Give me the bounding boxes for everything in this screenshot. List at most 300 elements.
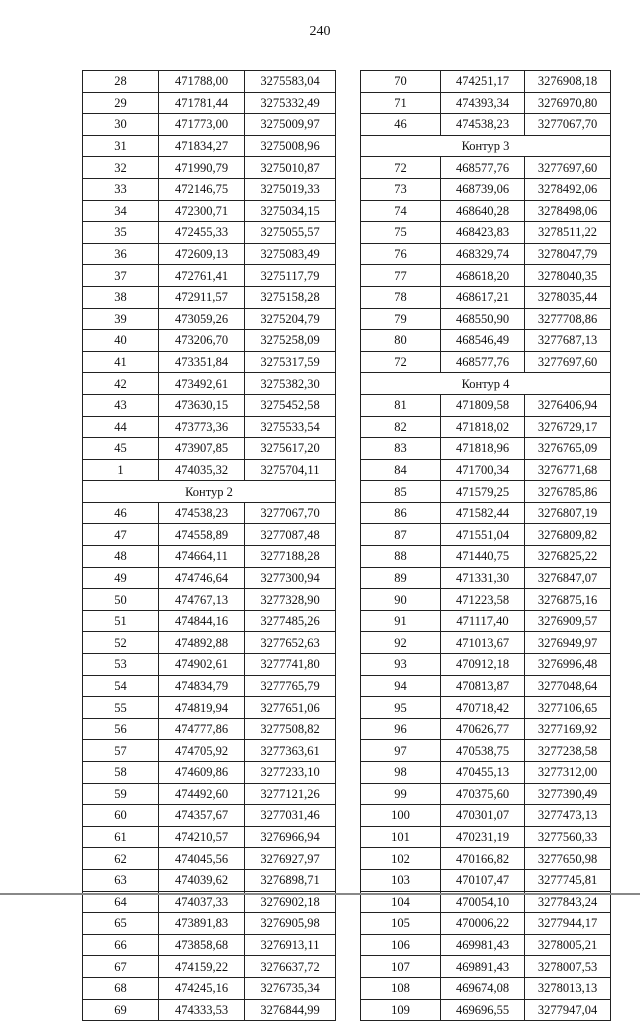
x-coordinate-cell: 474492,60 — [159, 783, 245, 805]
y-coordinate-cell: 3275008,96 — [245, 135, 336, 157]
x-coordinate-cell: 469981,43 — [441, 934, 525, 956]
table-row — [83, 394, 336, 416]
table-row — [361, 178, 611, 200]
point-number-cell: 65 — [83, 913, 159, 935]
x-coordinate-cell: 474045,56 — [159, 848, 245, 870]
table-row — [83, 114, 336, 136]
y-coordinate-cell: 3276909,57 — [525, 610, 611, 632]
y-coordinate-cell: 3276809,82 — [525, 524, 611, 546]
table-row — [361, 805, 611, 827]
y-coordinate-cell: 3276970,80 — [525, 92, 611, 114]
point-number-cell: 43 — [83, 394, 159, 416]
y-coordinate-cell: 3275704,11 — [245, 459, 336, 481]
point-number-cell: 47 — [83, 524, 159, 546]
point-number-cell: 67 — [83, 956, 159, 978]
y-coordinate-cell: 3277087,48 — [245, 524, 336, 546]
y-coordinate-cell: 3276637,72 — [245, 956, 336, 978]
x-coordinate-cell: 472455,33 — [159, 222, 245, 244]
point-number-cell: 83 — [361, 438, 441, 460]
point-number-cell: 86 — [361, 502, 441, 524]
table-row — [83, 848, 336, 870]
point-number-cell: 1 — [83, 459, 159, 481]
point-number-cell: 39 — [83, 308, 159, 330]
y-coordinate-cell: 3275258,09 — [245, 330, 336, 352]
section-title: Контур 3 — [361, 135, 611, 157]
point-number-cell: 49 — [83, 567, 159, 589]
section-header-row — [83, 481, 336, 503]
table-row — [83, 178, 336, 200]
table-row — [83, 934, 336, 956]
point-number-cell: 46 — [83, 502, 159, 524]
table-row — [361, 157, 611, 179]
table-row — [361, 286, 611, 308]
table-row — [83, 762, 336, 784]
table-row — [83, 157, 336, 179]
x-coordinate-cell: 472911,57 — [159, 286, 245, 308]
point-number-cell: 105 — [361, 913, 441, 935]
point-number-cell: 79 — [361, 308, 441, 330]
x-coordinate-cell: 472300,71 — [159, 200, 245, 222]
x-coordinate-cell: 473206,70 — [159, 330, 245, 352]
table-row — [83, 416, 336, 438]
table-row — [361, 675, 611, 697]
x-coordinate-cell: 471013,67 — [441, 632, 525, 654]
point-number-cell: 28 — [83, 71, 159, 93]
y-coordinate-cell: 3277031,46 — [245, 805, 336, 827]
x-coordinate-cell: 474834,79 — [159, 675, 245, 697]
x-coordinate-cell: 474393,34 — [441, 92, 525, 114]
point-number-cell: 106 — [361, 934, 441, 956]
table-row — [361, 610, 611, 632]
point-number-cell: 36 — [83, 243, 159, 265]
y-coordinate-cell: 3276847,07 — [525, 567, 611, 589]
y-coordinate-cell: 3278492,06 — [525, 178, 611, 200]
y-coordinate-cell: 3275317,59 — [245, 351, 336, 373]
y-coordinate-cell: 3277687,13 — [525, 330, 611, 352]
table-row — [361, 459, 611, 481]
y-coordinate-cell: 3276825,22 — [525, 546, 611, 568]
x-coordinate-cell: 474777,86 — [159, 718, 245, 740]
table-row — [83, 567, 336, 589]
point-number-cell: 41 — [83, 351, 159, 373]
point-number-cell: 30 — [83, 114, 159, 136]
table-row — [361, 265, 611, 287]
point-number-cell: 40 — [83, 330, 159, 352]
y-coordinate-cell: 3277312,00 — [525, 762, 611, 784]
x-coordinate-cell: 474035,32 — [159, 459, 245, 481]
y-coordinate-cell: 3276844,99 — [245, 999, 336, 1021]
table-row — [83, 869, 336, 891]
y-coordinate-cell: 3277745,81 — [525, 869, 611, 891]
table-row — [83, 999, 336, 1021]
table-row — [83, 783, 336, 805]
point-number-cell: 64 — [83, 891, 159, 913]
section-title: Контур 2 — [83, 481, 336, 503]
point-number-cell: 76 — [361, 243, 441, 265]
point-number-cell: 60 — [83, 805, 159, 827]
point-number-cell: 63 — [83, 869, 159, 891]
table-row — [83, 502, 336, 524]
x-coordinate-cell: 471773,00 — [159, 114, 245, 136]
y-coordinate-cell: 3276406,94 — [525, 394, 611, 416]
y-coordinate-cell: 3276807,19 — [525, 502, 611, 524]
x-coordinate-cell: 474333,53 — [159, 999, 245, 1021]
y-coordinate-cell: 3277188,28 — [245, 546, 336, 568]
table-row — [83, 373, 336, 395]
point-number-cell: 74 — [361, 200, 441, 222]
y-coordinate-cell: 3277944,17 — [525, 913, 611, 935]
table-row — [361, 416, 611, 438]
table-row — [361, 718, 611, 740]
x-coordinate-cell: 474902,61 — [159, 654, 245, 676]
table-row — [361, 826, 611, 848]
y-coordinate-cell: 3276927,97 — [245, 848, 336, 870]
table-row — [361, 999, 611, 1021]
y-coordinate-cell: 3276913,11 — [245, 934, 336, 956]
point-number-cell: 70 — [361, 71, 441, 93]
table-row — [83, 718, 336, 740]
point-number-cell: 90 — [361, 589, 441, 611]
point-number-cell: 61 — [83, 826, 159, 848]
y-coordinate-cell: 3275533,54 — [245, 416, 336, 438]
y-coordinate-cell: 3276771,68 — [525, 459, 611, 481]
point-number-cell: 103 — [361, 869, 441, 891]
table-row — [361, 114, 611, 136]
table-row — [361, 71, 611, 93]
y-coordinate-cell: 3275583,04 — [245, 71, 336, 93]
point-number-cell: 38 — [83, 286, 159, 308]
point-number-cell: 42 — [83, 373, 159, 395]
point-number-cell: 91 — [361, 610, 441, 632]
x-coordinate-cell: 471582,44 — [441, 502, 525, 524]
table-row — [83, 654, 336, 676]
y-coordinate-cell: 3277169,92 — [525, 718, 611, 740]
section-title: Контур 4 — [361, 373, 611, 395]
y-coordinate-cell: 3276875,16 — [525, 589, 611, 611]
table-row — [83, 71, 336, 93]
y-coordinate-cell: 3275019,33 — [245, 178, 336, 200]
y-coordinate-cell: 3275204,79 — [245, 308, 336, 330]
y-coordinate-cell: 3276898,71 — [245, 869, 336, 891]
point-number-cell: 101 — [361, 826, 441, 848]
table-row — [361, 394, 611, 416]
x-coordinate-cell: 470006,22 — [441, 913, 525, 935]
table-row — [361, 502, 611, 524]
page-number: 240 — [309, 24, 331, 39]
y-coordinate-cell: 3277560,33 — [525, 826, 611, 848]
x-coordinate-cell: 470718,42 — [441, 697, 525, 719]
x-coordinate-cell: 474609,86 — [159, 762, 245, 784]
y-coordinate-cell: 3278040,35 — [525, 265, 611, 287]
coordinates-table-left — [82, 70, 336, 1021]
y-coordinate-cell: 3276785,86 — [525, 481, 611, 503]
x-coordinate-cell: 470538,75 — [441, 740, 525, 762]
x-coordinate-cell: 474251,17 — [441, 71, 525, 93]
y-coordinate-cell: 3277121,26 — [245, 783, 336, 805]
table-row — [83, 200, 336, 222]
x-coordinate-cell: 471551,04 — [441, 524, 525, 546]
point-number-cell: 56 — [83, 718, 159, 740]
x-coordinate-cell: 468739,06 — [441, 178, 525, 200]
table-row — [83, 632, 336, 654]
y-coordinate-cell: 3278047,79 — [525, 243, 611, 265]
y-coordinate-cell: 3277697,60 — [525, 157, 611, 179]
y-coordinate-cell: 3277650,98 — [525, 848, 611, 870]
table-row — [361, 330, 611, 352]
table-row — [361, 589, 611, 611]
x-coordinate-cell: 474705,92 — [159, 740, 245, 762]
x-coordinate-cell: 468640,28 — [441, 200, 525, 222]
point-number-cell: 66 — [83, 934, 159, 956]
x-coordinate-cell: 474819,94 — [159, 697, 245, 719]
x-coordinate-cell: 474746,64 — [159, 567, 245, 589]
y-coordinate-cell: 3277390,49 — [525, 783, 611, 805]
y-coordinate-cell: 3276765,09 — [525, 438, 611, 460]
table-row — [83, 438, 336, 460]
y-coordinate-cell: 3278498,06 — [525, 200, 611, 222]
table-row — [83, 977, 336, 999]
y-coordinate-cell: 3277485,26 — [245, 610, 336, 632]
y-coordinate-cell: 3275055,57 — [245, 222, 336, 244]
point-number-cell: 35 — [83, 222, 159, 244]
table-row — [361, 783, 611, 805]
table-row — [361, 869, 611, 891]
point-number-cell: 54 — [83, 675, 159, 697]
x-coordinate-cell: 470813,87 — [441, 675, 525, 697]
x-coordinate-cell: 473907,85 — [159, 438, 245, 460]
y-coordinate-cell: 3275158,28 — [245, 286, 336, 308]
point-number-cell: 51 — [83, 610, 159, 632]
point-number-cell: 77 — [361, 265, 441, 287]
x-coordinate-cell: 473630,15 — [159, 394, 245, 416]
x-coordinate-cell: 470107,47 — [441, 869, 525, 891]
y-coordinate-cell: 3276996,48 — [525, 654, 611, 676]
table-row — [83, 546, 336, 568]
point-number-cell: 45 — [83, 438, 159, 460]
point-number-cell: 99 — [361, 783, 441, 805]
table-row — [361, 438, 611, 460]
x-coordinate-cell: 471331,30 — [441, 567, 525, 589]
y-coordinate-cell: 3278005,21 — [525, 934, 611, 956]
point-number-cell: 92 — [361, 632, 441, 654]
y-coordinate-cell: 3276729,17 — [525, 416, 611, 438]
y-coordinate-cell: 3276902,18 — [245, 891, 336, 913]
x-coordinate-cell: 470455,13 — [441, 762, 525, 784]
x-coordinate-cell: 470054,10 — [441, 891, 525, 913]
table-body-left — [83, 71, 336, 1021]
table-row — [361, 524, 611, 546]
y-coordinate-cell: 3278013,13 — [525, 977, 611, 999]
table-row — [83, 351, 336, 373]
x-coordinate-cell: 471117,40 — [441, 610, 525, 632]
y-coordinate-cell: 3275009,97 — [245, 114, 336, 136]
y-coordinate-cell: 3275034,15 — [245, 200, 336, 222]
y-coordinate-cell: 3277473,13 — [525, 805, 611, 827]
point-number-cell: 85 — [361, 481, 441, 503]
x-coordinate-cell: 470231,19 — [441, 826, 525, 848]
y-coordinate-cell: 3275010,87 — [245, 157, 336, 179]
point-number-cell: 71 — [361, 92, 441, 114]
point-number-cell: 33 — [83, 178, 159, 200]
coordinates-table-right — [360, 70, 611, 1021]
point-number-cell: 107 — [361, 956, 441, 978]
point-number-cell: 55 — [83, 697, 159, 719]
point-number-cell: 62 — [83, 848, 159, 870]
x-coordinate-cell: 472609,13 — [159, 243, 245, 265]
y-coordinate-cell: 3275617,20 — [245, 438, 336, 460]
x-coordinate-cell: 471809,58 — [441, 394, 525, 416]
y-coordinate-cell: 3275382,30 — [245, 373, 336, 395]
point-number-cell: 93 — [361, 654, 441, 676]
x-coordinate-cell: 471579,25 — [441, 481, 525, 503]
y-coordinate-cell: 3278007,53 — [525, 956, 611, 978]
section-header-row — [361, 135, 611, 157]
point-number-cell: 32 — [83, 157, 159, 179]
x-coordinate-cell: 474037,33 — [159, 891, 245, 913]
x-coordinate-cell: 470375,60 — [441, 783, 525, 805]
table-row — [361, 546, 611, 568]
table-row — [83, 675, 336, 697]
y-coordinate-cell: 3278035,44 — [525, 286, 611, 308]
x-coordinate-cell: 474558,89 — [159, 524, 245, 546]
y-coordinate-cell: 3277697,60 — [525, 351, 611, 373]
x-coordinate-cell: 468618,20 — [441, 265, 525, 287]
table-row — [83, 459, 336, 481]
table-row — [361, 762, 611, 784]
section-header-row — [361, 373, 611, 395]
table-row — [83, 135, 336, 157]
x-coordinate-cell: 468546,49 — [441, 330, 525, 352]
y-coordinate-cell: 3275452,58 — [245, 394, 336, 416]
x-coordinate-cell: 470912,18 — [441, 654, 525, 676]
y-coordinate-cell: 3277765,79 — [245, 675, 336, 697]
y-coordinate-cell: 3277300,94 — [245, 567, 336, 589]
y-coordinate-cell: 3275083,49 — [245, 243, 336, 265]
x-coordinate-cell: 474538,23 — [441, 114, 525, 136]
y-coordinate-cell: 3276735,34 — [245, 977, 336, 999]
y-coordinate-cell: 3277238,58 — [525, 740, 611, 762]
x-coordinate-cell: 472146,75 — [159, 178, 245, 200]
point-number-cell: 104 — [361, 891, 441, 913]
x-coordinate-cell: 474039,62 — [159, 869, 245, 891]
x-coordinate-cell: 473891,83 — [159, 913, 245, 935]
x-coordinate-cell: 468577,76 — [441, 351, 525, 373]
x-coordinate-cell: 468423,83 — [441, 222, 525, 244]
table-row — [361, 740, 611, 762]
bottom-edge-line — [0, 893, 640, 895]
point-number-cell: 80 — [361, 330, 441, 352]
y-coordinate-cell: 3275332,49 — [245, 92, 336, 114]
point-number-cell: 69 — [83, 999, 159, 1021]
point-number-cell: 84 — [361, 459, 441, 481]
table-row — [83, 740, 336, 762]
x-coordinate-cell: 474664,11 — [159, 546, 245, 568]
y-coordinate-cell: 3277328,90 — [245, 589, 336, 611]
point-number-cell: 88 — [361, 546, 441, 568]
y-coordinate-cell: 3276908,18 — [525, 71, 611, 93]
x-coordinate-cell: 469696,55 — [441, 999, 525, 1021]
table-row — [83, 826, 336, 848]
x-coordinate-cell: 473059,26 — [159, 308, 245, 330]
table-row — [83, 330, 336, 352]
point-number-cell: 82 — [361, 416, 441, 438]
point-number-cell: 98 — [361, 762, 441, 784]
y-coordinate-cell: 3277843,24 — [525, 891, 611, 913]
x-coordinate-cell: 474844,16 — [159, 610, 245, 632]
y-coordinate-cell: 3277363,61 — [245, 740, 336, 762]
x-coordinate-cell: 471818,96 — [441, 438, 525, 460]
x-coordinate-cell: 471788,00 — [159, 71, 245, 93]
y-coordinate-cell: 3277708,86 — [525, 308, 611, 330]
point-number-cell: 109 — [361, 999, 441, 1021]
x-coordinate-cell: 471818,02 — [441, 416, 525, 438]
y-coordinate-cell: 3277508,82 — [245, 718, 336, 740]
x-coordinate-cell: 469891,43 — [441, 956, 525, 978]
table-row — [83, 589, 336, 611]
x-coordinate-cell: 474159,22 — [159, 956, 245, 978]
table-row — [361, 848, 611, 870]
y-coordinate-cell: 3276966,94 — [245, 826, 336, 848]
x-coordinate-cell: 468577,76 — [441, 157, 525, 179]
y-coordinate-cell: 3276905,98 — [245, 913, 336, 935]
table-row — [83, 243, 336, 265]
point-number-cell: 72 — [361, 351, 441, 373]
point-number-cell: 102 — [361, 848, 441, 870]
table-row — [83, 308, 336, 330]
table-row — [83, 92, 336, 114]
y-coordinate-cell: 3275117,79 — [245, 265, 336, 287]
point-number-cell: 68 — [83, 977, 159, 999]
table-row — [83, 956, 336, 978]
table-row — [83, 697, 336, 719]
table-row — [83, 265, 336, 287]
y-coordinate-cell: 3277651,06 — [245, 697, 336, 719]
table-row — [83, 610, 336, 632]
y-coordinate-cell: 3277067,70 — [525, 114, 611, 136]
point-number-cell: 57 — [83, 740, 159, 762]
point-number-cell: 46 — [361, 114, 441, 136]
x-coordinate-cell: 473773,36 — [159, 416, 245, 438]
table-row — [361, 200, 611, 222]
point-number-cell: 29 — [83, 92, 159, 114]
x-coordinate-cell: 471834,27 — [159, 135, 245, 157]
point-number-cell: 44 — [83, 416, 159, 438]
x-coordinate-cell: 471990,79 — [159, 157, 245, 179]
point-number-cell: 34 — [83, 200, 159, 222]
x-coordinate-cell: 474892,88 — [159, 632, 245, 654]
x-coordinate-cell: 474767,13 — [159, 589, 245, 611]
y-coordinate-cell: 3277048,64 — [525, 675, 611, 697]
y-coordinate-cell: 3277652,63 — [245, 632, 336, 654]
point-number-cell: 73 — [361, 178, 441, 200]
table-row — [83, 524, 336, 546]
table-row — [361, 632, 611, 654]
y-coordinate-cell: 3277067,70 — [245, 502, 336, 524]
point-number-cell: 96 — [361, 718, 441, 740]
x-coordinate-cell: 473351,84 — [159, 351, 245, 373]
table-row — [361, 956, 611, 978]
table-row — [361, 222, 611, 244]
point-number-cell: 48 — [83, 546, 159, 568]
y-coordinate-cell: 3277233,10 — [245, 762, 336, 784]
point-number-cell: 37 — [83, 265, 159, 287]
x-coordinate-cell: 469674,08 — [441, 977, 525, 999]
y-coordinate-cell: 3278511,22 — [525, 222, 611, 244]
table-body-right — [361, 71, 611, 1021]
point-number-cell: 108 — [361, 977, 441, 999]
x-coordinate-cell: 471700,34 — [441, 459, 525, 481]
x-coordinate-cell: 474538,23 — [159, 502, 245, 524]
